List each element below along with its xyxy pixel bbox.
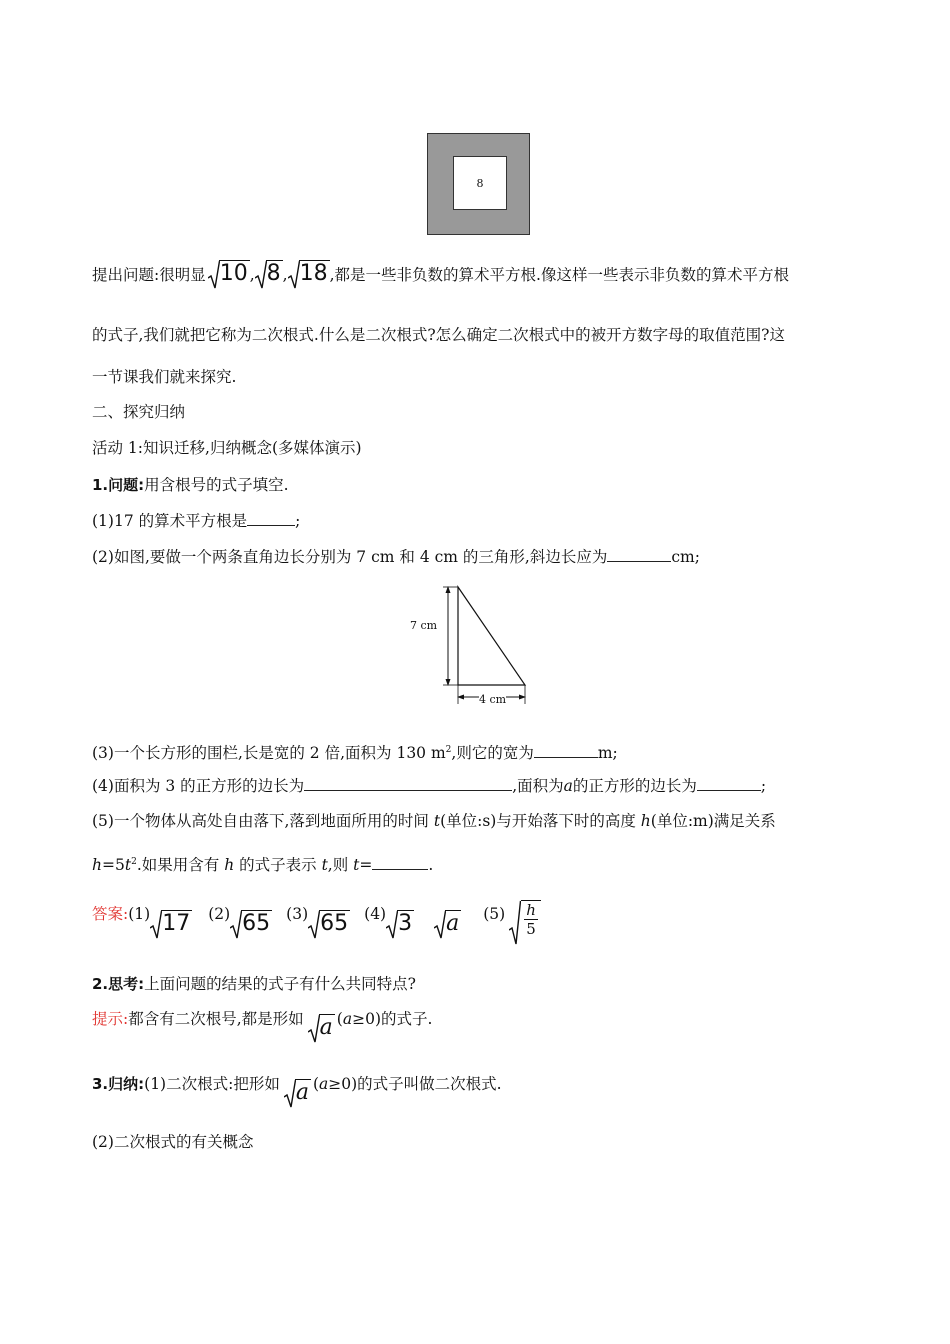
section-heading: 二、探究归纳 <box>92 403 186 421</box>
question-3-item-2: (2)二次根式的有关概念 <box>92 1133 254 1151</box>
inner-square-label: 8 <box>476 176 484 190</box>
answer-radical-17: 17 <box>150 910 192 940</box>
hint-radical-a: a <box>308 1014 335 1044</box>
answer-blank[interactable] <box>697 774 761 791</box>
question-1-item-1: (1)17 的算术平方根是 ; <box>92 509 300 532</box>
answer-blank[interactable] <box>304 774 512 791</box>
radical-10: 10 <box>208 260 250 290</box>
answer-radical-3: 3 <box>386 910 414 940</box>
definition-radical-a: a <box>284 1079 311 1109</box>
square-figure <box>427 133 530 235</box>
hint-line: 提示: 都含有二次根号,都是形如 a ( a ≥0)的式子. <box>92 1008 432 1044</box>
answer-radical-a: a <box>434 910 461 940</box>
answer-blank[interactable] <box>372 853 428 870</box>
intro-line-2: 的式子,我们就把它称为二次根式.什么是二次根式?怎么确定二次根式中的被开方数字母的取值范围?这 <box>92 326 785 344</box>
triangle-vertical-label: 7 cm <box>410 619 438 632</box>
question-1: 1.问题:用含根号的式子填空. <box>92 476 289 494</box>
question-2: 2.思考:上面问题的结果的式子有什么共同特点? <box>92 975 416 993</box>
answer-radical-65-a: 65 <box>230 910 272 940</box>
question-1-item-5-line-2: $h=5t^2$.如果用含有 h 的式子表示 t,则 t= . <box>92 851 433 876</box>
activity-1: 活动 1:知识迁移,归纳概念(多媒体演示) <box>92 439 362 457</box>
answer-radical-65-b: 65 <box>308 910 350 940</box>
fraction: $\frac{h}{5}$ <box>521 900 541 946</box>
answer-blank[interactable] <box>247 509 295 526</box>
inner-square <box>453 156 507 210</box>
radical-18: 18 <box>288 260 330 290</box>
question-1-item-4: (4)面积为 3 的正方形的边长为 ,面积为a的正方形的边长为 ; <box>92 774 766 797</box>
question-1-item-5: (5)一个物体从高处自由落下,落到地面所用的时间 t(单位:s)与开始落下时的高度 h(单位:m)满足关系 <box>92 812 776 830</box>
triangle-figure <box>410 580 540 710</box>
answer-blank[interactable] <box>534 741 598 758</box>
question-1-item-2: (2)如图,要做一个两条直角边长分别为 7 cm 和 4 cm 的三角形,斜边长应为 cm; <box>92 545 700 568</box>
answer-line: 答案: (1) 17 (2) 65 (3) 65 (4) 3 a (5) $\frac{h}{5}$ <box>92 900 541 948</box>
intro-line-1: 提出问题:很明显 10 , 8 , 18 , 都是一些非负数的算术平方根.像这样一些表示非负数的算术平方根 <box>92 260 789 290</box>
radical-8: 8 <box>255 260 283 290</box>
answer-blank[interactable] <box>607 545 671 562</box>
triangle-horizontal-label: 4 cm <box>479 693 507 706</box>
question-1-item-3: (3)一个长方形的围栏,长是宽的 2 倍,面积为 130 $m^2$,则它的宽为 m; <box>92 739 618 764</box>
answer-radical-h-over-5 <box>509 900 541 946</box>
question-3: 3.归纳: (1)二次根式:把形如 a ( a ≥0)的式子叫做二次根式. <box>92 1073 502 1109</box>
intro-line-3: 一节课我们就来探究. <box>92 368 237 386</box>
